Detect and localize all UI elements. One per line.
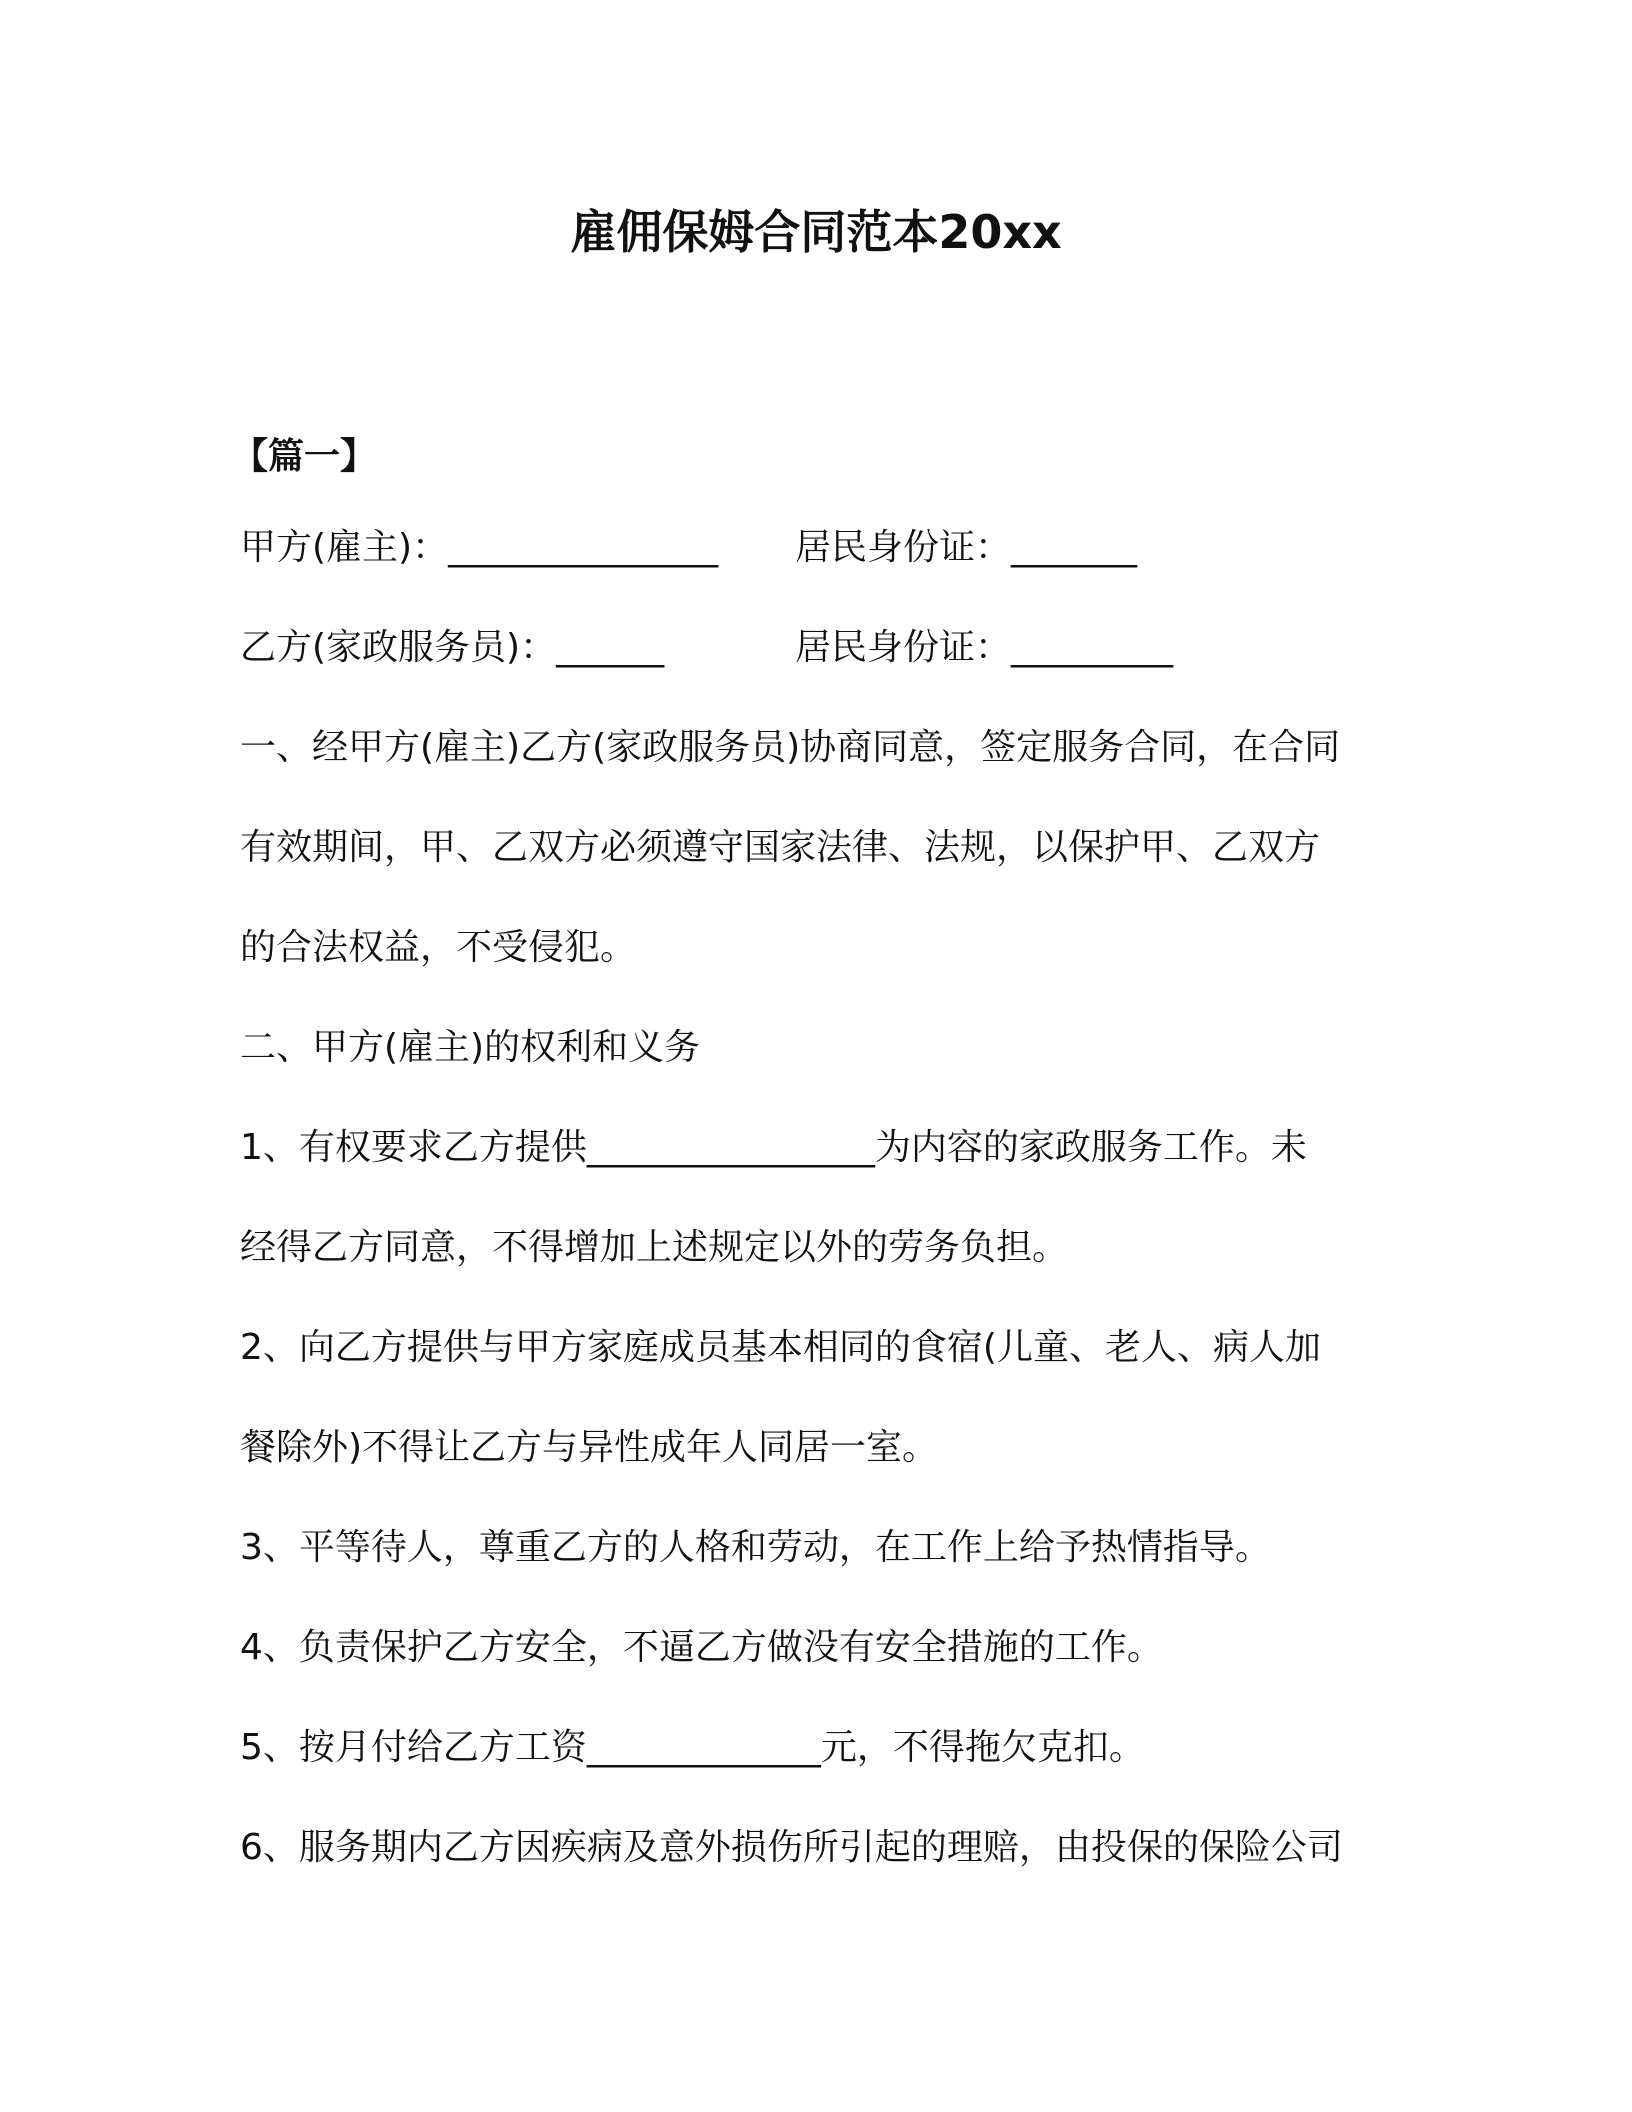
paragraph-line: 一、经甲方(雇主)乙方(家政服务员)协商同意，签定服务合同，在合同 [240, 727, 1341, 768]
party-b-field: 乙方(家政服务员)：______ [240, 627, 665, 668]
paragraph-line: 经得乙方同意，不得增加上述规定以外的劳务负担。 [240, 1227, 1069, 1268]
paragraph-line: 有效期间，甲、乙双方必须遵守国家法律、法规，以保护甲、乙双方 [240, 827, 1321, 868]
party-b-id-field: 居民身份证：_________ [795, 627, 1174, 668]
paragraph-line: 6、服务期内乙方因疾病及意外损伤所引起的理赔，由投保的保险公司 [240, 1827, 1343, 1868]
party-a-id-field: 居民身份证：_______ [795, 527, 1138, 568]
paragraph-line: 5、按月付给乙方工资_____________元，不得拖欠克扣。 [240, 1727, 1145, 1768]
party-a-field: 甲方(雇主)：_______________ [240, 527, 719, 568]
document-title: 雇佣保姆合同范本20xx [570, 205, 1062, 259]
paragraph-line: 3、平等待人，尊重乙方的人格和劳动，在工作上给予热情指导。 [240, 1527, 1271, 1568]
section-label: 【篇一】 [232, 436, 377, 477]
paragraph-line: 2、向乙方提供与甲方家庭成员基本相同的食宿(儿童、老人、病人加 [240, 1327, 1321, 1368]
paragraph-line: 4、负责保护乙方安全，不逼乙方做没有安全措施的工作。 [240, 1627, 1163, 1668]
paragraph-line: 的合法权益，不受侵犯。 [240, 927, 637, 968]
section-heading: 二、甲方(雇主)的权利和义务 [240, 1027, 701, 1068]
paragraph-line: 餐除外)不得让乙方与异性成年人同居一室。 [240, 1427, 939, 1468]
paragraph-line: 1、有权要求乙方提供________________为内容的家政服务工作。未 [240, 1127, 1307, 1168]
